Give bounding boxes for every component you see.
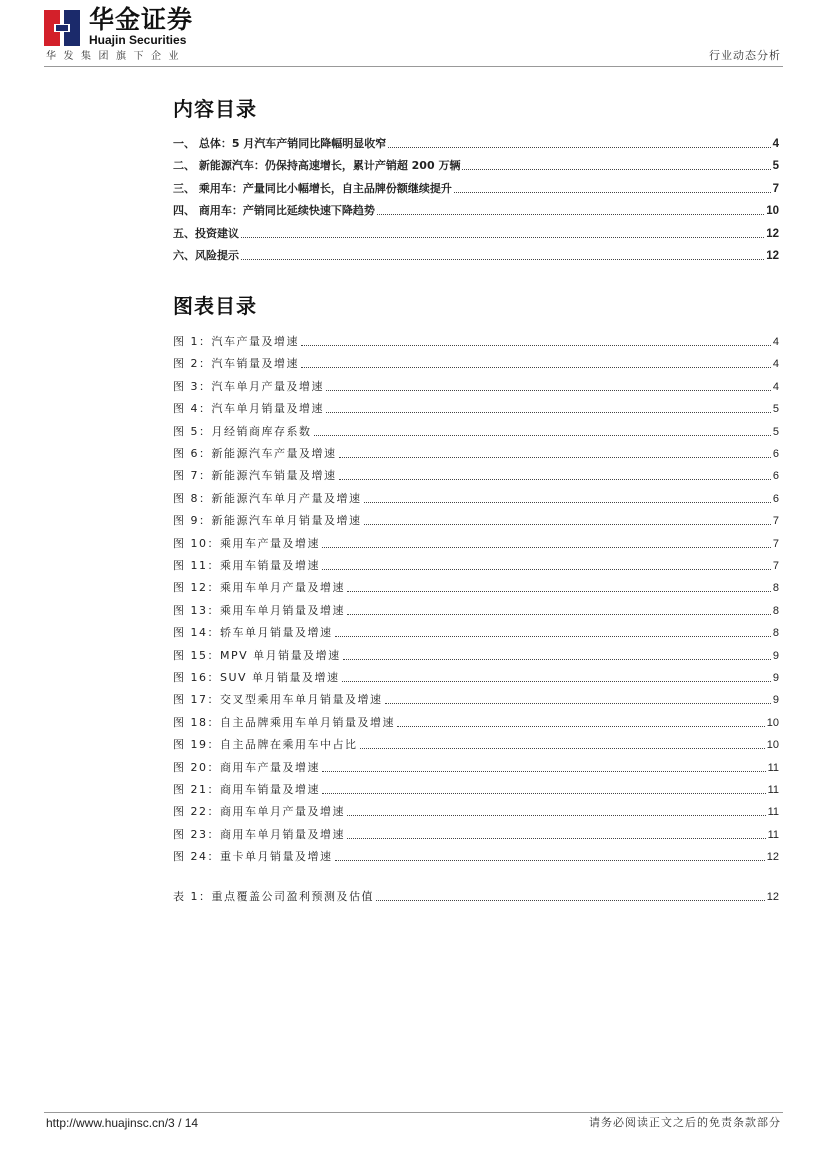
dot-leader [376, 900, 765, 901]
figure-entry-page-number: 8 [772, 604, 779, 617]
dot-leader [462, 169, 770, 170]
figure-entry-page-number: 11 [767, 806, 779, 819]
toc-entry-page-number: 7 [772, 182, 779, 195]
document-type: 行业动态分析 [709, 49, 781, 62]
figure-entry[interactable] [173, 716, 779, 730]
figure-entry-label: 图 16：SUV 单月销量及增速 [173, 671, 340, 684]
dot-leader [343, 659, 771, 660]
figure-entry-page-number: 9 [772, 672, 779, 684]
figure-entry-label: 图 17：交叉型乘用车单月销量及增速 [173, 693, 383, 707]
brand-tagline: 华发集团旗下企业 [46, 51, 186, 62]
figure-entry-label: 图 5：月经销商库存系数 [173, 424, 312, 438]
figure-entry-page-number: 7 [772, 515, 779, 528]
figure-entry[interactable] [173, 402, 779, 416]
header-divider [44, 66, 783, 67]
toc-entry[interactable] [173, 159, 779, 173]
toc-entry[interactable] [173, 182, 779, 196]
figure-entry-label: 图 10：乘用车产量及增速 [173, 536, 320, 550]
toc-entry-label: 二、 新能源汽车：仍保持高速增长，累计产销超 200 万辆 [173, 159, 461, 173]
figure-entry[interactable] [173, 649, 779, 663]
toc-entry-page-number: 5 [772, 160, 779, 173]
figure-entry-label: 图 14：轿车单月销量及增速 [173, 626, 333, 640]
figure-entry-page-number: 11 [767, 761, 779, 774]
dot-leader [335, 636, 771, 637]
dot-leader [385, 703, 771, 704]
toc-entry-page-number: 12 [766, 227, 779, 240]
toc-entry[interactable] [173, 249, 779, 263]
figure-entry-label: 图 1：汽车产量及增速 [173, 335, 299, 348]
figure-entry-page-number: 10 [766, 716, 779, 729]
dot-leader [342, 681, 771, 682]
figure-entry[interactable] [173, 357, 779, 371]
figure-entry-label: 图 3：汽车单月产量及增速 [173, 379, 324, 393]
figure-entry-page-number: 11 [767, 784, 779, 796]
dot-leader [241, 259, 764, 260]
figure-entry-label: 图 4：汽车单月销量及增速 [173, 402, 324, 416]
figure-entry[interactable] [173, 805, 779, 819]
figure-entry-label: 图 13：乘用车单月销量及增速 [173, 603, 345, 617]
table-entry-page-number: 12 [766, 891, 779, 903]
toc-entry-label: 一、 总体：5 月汽车产销同比降幅明显收窄 [173, 137, 387, 150]
dot-leader [314, 435, 771, 436]
dot-leader [347, 591, 771, 592]
figure-entry[interactable] [173, 380, 779, 394]
figure-entry-page-number: 4 [772, 336, 779, 348]
toc-entry-page-number: 4 [772, 138, 779, 150]
toc-entry-page-number: 12 [766, 250, 779, 262]
figure-entry-label: 图 15：MPV 单月销量及增速 [173, 648, 341, 662]
figure-entry[interactable] [173, 671, 779, 685]
figure-entry[interactable] [173, 492, 779, 506]
figure-entry-page-number: 10 [766, 739, 779, 752]
figure-entry-label: 图 23：商用车单月销量及增速 [173, 827, 345, 841]
figure-entry-label: 图 21：商用车销量及增速 [173, 783, 320, 796]
figure-entry-page-number: 6 [772, 470, 779, 483]
dot-leader [347, 815, 766, 816]
figure-entry-label: 图 2：汽车销量及增速 [173, 357, 299, 371]
figure-entry[interactable] [173, 559, 779, 573]
dot-leader [397, 726, 765, 727]
figure-entry[interactable] [173, 738, 779, 752]
figure-entry-page-number: 4 [772, 380, 779, 393]
figure-entry[interactable] [173, 537, 779, 551]
figure-entry[interactable] [173, 335, 779, 349]
figure-entry[interactable] [173, 447, 779, 461]
figure-entry-page-number: 9 [772, 694, 779, 707]
figure-entry[interactable] [173, 514, 779, 528]
figure-entry[interactable] [173, 761, 779, 775]
figure-entry[interactable] [173, 425, 779, 439]
figure-entry-label: 图 11：乘用车销量及增速 [173, 559, 320, 572]
toc-entry-label: 六、风险提示 [173, 249, 239, 262]
figure-entry-page-number: 5 [772, 425, 779, 438]
figure-entry-page-number: 8 [772, 582, 779, 595]
dot-leader [347, 838, 766, 839]
footer-disclaimer: 请务必阅读正文之后的免责条款部分 [589, 1116, 781, 1129]
toc-entry-label: 四、 商用车：产销同比延续快速下降趋势 [173, 204, 375, 218]
figure-entry[interactable] [173, 693, 779, 707]
dot-leader [339, 479, 771, 480]
footer-divider [44, 1112, 783, 1113]
figure-entry-label: 图 8：新能源汽车单月产量及增速 [173, 491, 362, 505]
figure-entry[interactable] [173, 850, 779, 864]
figure-entry[interactable] [173, 828, 779, 842]
figure-entry-page-number: 6 [772, 492, 779, 505]
dot-leader [241, 237, 764, 238]
dot-leader [339, 457, 771, 458]
figure-entry-page-number: 7 [772, 560, 779, 572]
footer-url-page[interactable]: http://www.huajinsc.cn/3 / 14 [46, 1116, 199, 1130]
table-entry-label: 表 1：重点覆盖公司盈利预测及估值 [173, 890, 374, 903]
toc-entry-label: 五、投资建议 [173, 226, 239, 240]
figure-entry[interactable] [173, 604, 779, 618]
dot-leader [335, 860, 765, 861]
figure-entry-label: 图 24：重卡单月销量及增速 [173, 850, 333, 864]
dot-leader [347, 614, 771, 615]
figure-entry[interactable] [173, 626, 779, 640]
toc-entry-label: 三、 乘用车：产量同比小幅增长，自主品牌份额继续提升 [173, 181, 452, 195]
figure-entry-page-number: 5 [772, 403, 779, 416]
figure-entry-label: 图 7：新能源汽车销量及增速 [173, 469, 337, 483]
figure-entry-label: 图 6：新能源汽车产量及增速 [173, 447, 337, 460]
table-entry[interactable] [173, 890, 779, 904]
toc-entry-page-number: 10 [766, 205, 779, 218]
dot-leader [454, 192, 771, 193]
brand-name-en: Huajin Securities [89, 33, 187, 47]
dot-leader [326, 390, 771, 391]
figure-entry-page-number: 4 [772, 358, 779, 371]
dot-leader [326, 412, 771, 413]
dot-leader [377, 214, 764, 215]
figure-entry-page-number: 7 [772, 537, 779, 550]
dot-leader [322, 569, 771, 570]
dot-leader [364, 524, 771, 525]
toc-entry[interactable] [173, 227, 779, 241]
figure-entry-page-number: 8 [772, 627, 779, 640]
dot-leader [364, 502, 771, 503]
figure-entry-label: 图 12：乘用车单月产量及增速 [173, 581, 345, 595]
figure-entry-label: 图 9：新能源汽车单月销量及增速 [173, 514, 362, 528]
figure-entry-page-number: 6 [772, 448, 779, 460]
toc-entry[interactable] [173, 204, 779, 218]
toc-title: 内容目录 [173, 97, 257, 121]
dot-leader [301, 367, 771, 368]
dot-leader [322, 547, 771, 548]
figure-entry-page-number: 12 [766, 851, 779, 864]
figure-entry[interactable] [173, 581, 779, 595]
brand-name-cn: 华金证券 [89, 5, 194, 34]
figure-entry-page-number: 11 [767, 828, 779, 841]
figures-title: 图表目录 [173, 294, 257, 318]
figure-entry-label: 图 20：商用车产量及增速 [173, 760, 320, 774]
dot-leader [301, 345, 771, 346]
figure-entry-page-number: 9 [772, 649, 779, 662]
dot-leader [360, 748, 765, 749]
dot-leader [388, 147, 770, 148]
toc-entry[interactable] [173, 137, 779, 151]
huajin-logo-icon [44, 10, 80, 46]
dot-leader [322, 771, 766, 772]
figure-entry-label: 图 22：商用车单月产量及增速 [173, 805, 345, 819]
figure-entry[interactable] [173, 783, 779, 797]
figure-entry-label: 图 18：自主品牌乘用车单月销量及增速 [173, 715, 395, 729]
figure-entry[interactable] [173, 469, 779, 483]
dot-leader [322, 793, 766, 794]
figure-entry-label: 图 19：自主品牌在乘用车中占比 [173, 738, 358, 752]
